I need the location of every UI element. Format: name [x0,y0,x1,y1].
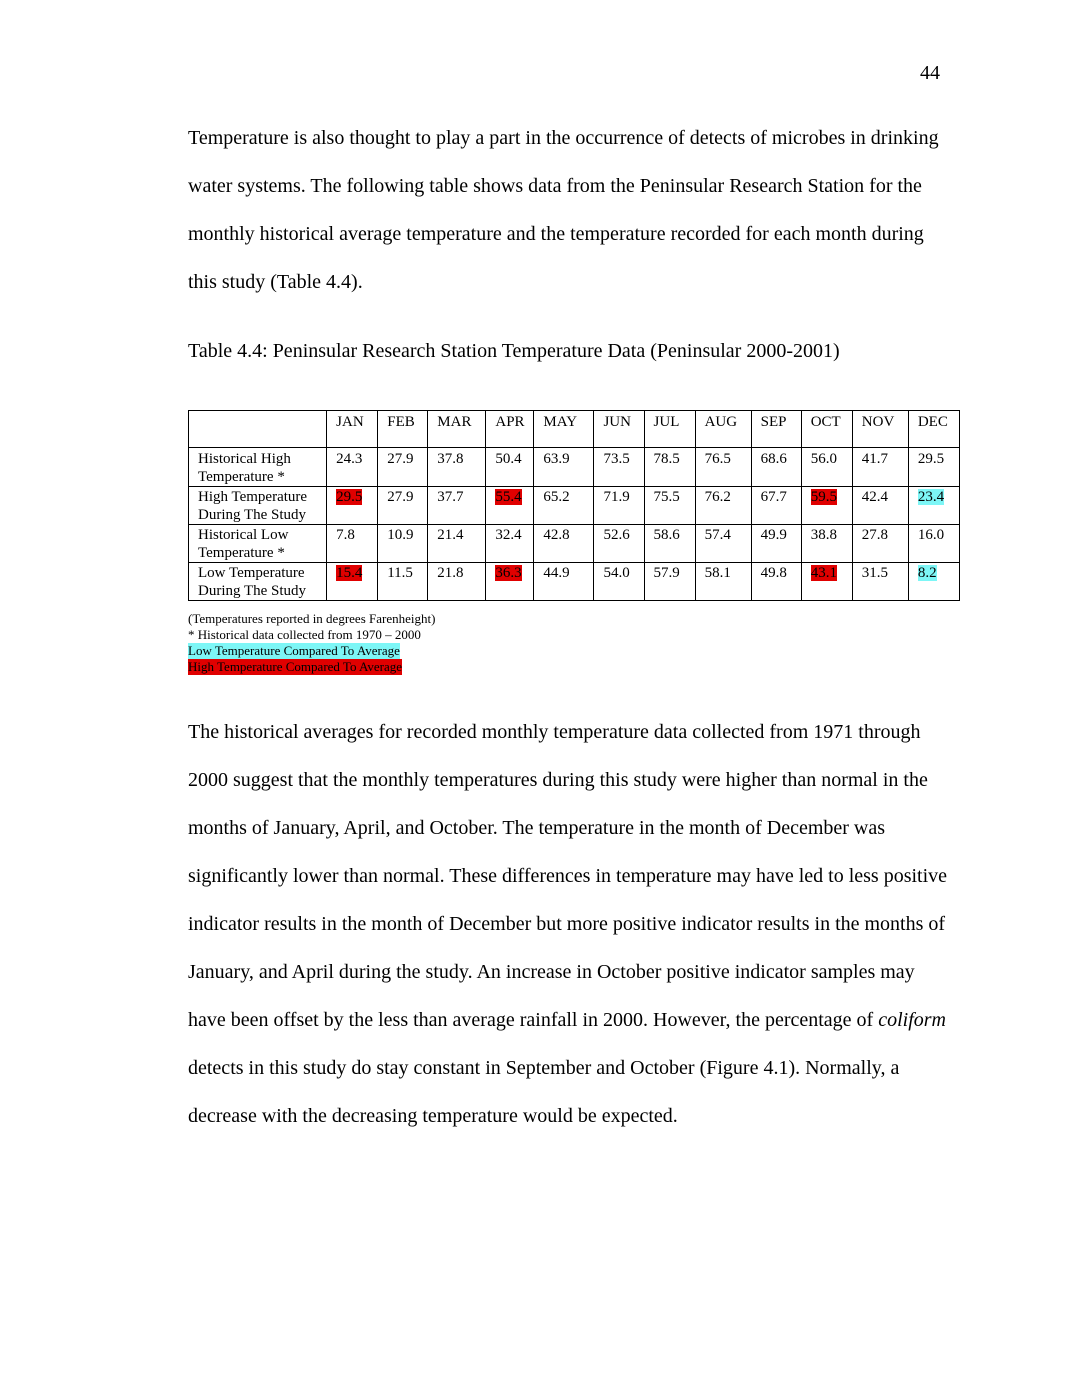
temperature-cell [327,525,378,563]
temperature-value: 7.8 [336,527,355,543]
temperature-cell [428,448,486,487]
month-header: MAR [428,411,486,448]
temperature-value: 38.8 [810,527,837,543]
temperature-cell [378,448,428,487]
temperature-cell [908,448,959,487]
temperature-value: 50.4 [495,451,522,467]
temperature-value: 65.2 [543,489,570,505]
temperature-value: 43.1 [810,565,837,581]
temperature-value: 8.2 [917,565,937,581]
temperature-value: 31.5 [861,565,889,581]
temperature-cell [378,525,428,563]
temperature-value: 75.5 [653,489,680,505]
temperature-value: 24.3 [336,451,363,467]
temperature-value: 42.4 [861,489,889,505]
temperature-value: 32.4 [495,527,522,543]
temperature-cell [486,487,534,525]
temperature-cell [486,563,534,601]
temperature-cell [327,563,378,601]
discussion-paragraph [188,708,948,1140]
discussion-text: The historical averages for recorded monthly temperature data collected from 1971 through 2000 suggest that the monthly temperatures during this study were higher than normal in the months of January, April, and October. The temperature in the month of December was significantly lower than normal. These differences in temperature may have led to less positive indicator results in the month of December but more positive indicator results in the months of January, and April during the study. An increase in October positive indicator samples may have been offset by the less than average rainfall in 2000. However, the percentage of [188,721,948,1031]
row-label-line: During The Study [198,583,307,599]
temperature-cell [644,525,695,563]
temperature-value: 44.9 [543,565,570,581]
temperature-cell [594,448,644,487]
temperature-cell [534,448,594,487]
temperature-cell [852,525,908,563]
table-row [189,487,960,525]
table-caption: Table 4.4: Peninsular Research Station Temperature Data (Peninsular 2000-2001) [188,340,840,362]
intro-paragraph: Temperature is also thought to play a part in the occurrence of detects of microbes in drinking water systems. The following table shows data from the Peninsular Research Station for the monthly historical average temperature and the temperature recorded for each month during this study (Table 4.4). [188,127,939,293]
row-label-line: During The Study [198,507,307,523]
temperature-value: 58.6 [653,527,680,543]
temperature-cell [751,487,801,525]
temperature-cell [908,563,959,601]
temperature-cell [908,525,959,563]
temperature-cell [644,563,695,601]
temperature-value: 58.1 [704,565,731,581]
table-row [189,563,960,601]
temperature-cell [695,563,751,601]
month-header: NOV [852,411,908,448]
month-header: JUL [644,411,695,448]
temperature-cell [695,487,751,525]
page-number: 44 [920,62,940,84]
row-label-line: Historical High [198,451,291,467]
temperature-cell [852,487,908,525]
temperature-value: 15.4 [336,565,363,581]
row-label [189,487,327,525]
temperature-cell [534,525,594,563]
row-label-line: High Temperature [198,489,308,505]
temperature-cell [852,563,908,601]
historical-note: * Historical data collected from 1970 – 2000 [188,627,421,642]
temperature-cell [534,563,594,601]
table-notes [188,611,435,675]
temperature-value: 37.8 [437,451,464,467]
row-label-line: Historical Low [198,527,289,543]
temperature-value: 56.0 [810,451,837,467]
temperature-value: 52.6 [603,527,630,543]
temperature-value: 67.7 [760,489,787,505]
temperature-value: 16.0 [917,527,945,543]
row-label-line: Temperature * [198,469,285,485]
temperature-value: 41.7 [861,451,889,467]
table-row [189,448,960,487]
temperature-value: 29.5 [336,489,363,505]
temperature-value: 27.9 [387,451,414,467]
temperature-value: 59.5 [810,489,837,505]
temperature-value: 36.3 [495,565,522,581]
temperature-value: 73.5 [603,451,630,467]
row-label [189,563,327,601]
temperature-value: 29.5 [917,451,945,467]
row-label [189,525,327,563]
temperature-cell [801,448,852,487]
month-header: FEB [378,411,428,448]
temperature-cell [486,525,534,563]
temperature-value: 78.5 [653,451,680,467]
legend-high: High Temperature Compared To Average [188,659,403,674]
month-header: APR [486,411,534,448]
temperature-value: 37.7 [437,489,464,505]
temperature-value: 76.2 [704,489,731,505]
month-header: DEC [908,411,959,448]
temperature-cell [695,525,751,563]
month-header: JUN [594,411,644,448]
temperature-cell [428,563,486,601]
temperature-cell [327,487,378,525]
temperature-value: 76.5 [704,451,731,467]
temperature-value: 27.9 [387,489,414,505]
temperature-cell [486,448,534,487]
row-label [189,448,327,487]
temperature-value: 23.4 [917,489,945,505]
temperature-value: 21.4 [437,527,464,543]
temperature-cell [801,563,852,601]
row-label-line: Temperature * [198,545,285,561]
temperature-value: 42.8 [543,527,570,543]
month-header: SEP [751,411,801,448]
header-corner [189,411,327,448]
temperature-cell [751,448,801,487]
table-row [189,525,960,563]
temperature-cell [852,448,908,487]
temperature-cell [534,487,594,525]
temperature-value: 57.9 [653,565,680,581]
temperature-cell [801,525,852,563]
temperature-cell [751,563,801,601]
temperature-cell [327,448,378,487]
temperature-value: 10.9 [387,527,414,543]
temperature-cell [378,487,428,525]
temperature-cell [801,487,852,525]
temperature-cell [594,563,644,601]
temperature-value: 63.9 [543,451,570,467]
month-header: OCT [801,411,852,448]
temperature-cell [378,563,428,601]
temperature-cell [428,487,486,525]
temperature-cell [751,525,801,563]
legend-low: Low Temperature Compared To Average [188,643,400,658]
temperature-cell [594,487,644,525]
temperature-cell [695,448,751,487]
row-label-line: Low Temperature [198,565,305,581]
temperature-cell [428,525,486,563]
units-note: (Temperatures reported in degrees Farenheight) [188,611,436,626]
temperature-value: 21.8 [437,565,464,581]
temperature-cell [594,525,644,563]
month-header: JAN [327,411,378,448]
discussion-text-end: detects in this study do stay constant in September and October (Figure 4.1). Normally, a decrease with the decreasing temperature would be expected. [188,1057,900,1127]
italic-term: coliform [878,1009,946,1031]
temperature-cell [644,487,695,525]
temperature-value: 55.4 [495,489,522,505]
temperature-cell [908,487,959,525]
month-header: MAY [534,411,594,448]
temperature-value: 27.8 [861,527,889,543]
temperature-cell [644,448,695,487]
temperature-value: 49.8 [760,565,787,581]
temperature-table [188,410,960,601]
month-header: AUG [695,411,751,448]
temperature-value: 57.4 [704,527,731,543]
temperature-value: 54.0 [603,565,630,581]
temperature-value: 68.6 [760,451,787,467]
temperature-value: 71.9 [603,489,630,505]
table-header-row [189,411,960,448]
temperature-value: 11.5 [387,565,413,581]
temperature-value: 49.9 [760,527,787,543]
